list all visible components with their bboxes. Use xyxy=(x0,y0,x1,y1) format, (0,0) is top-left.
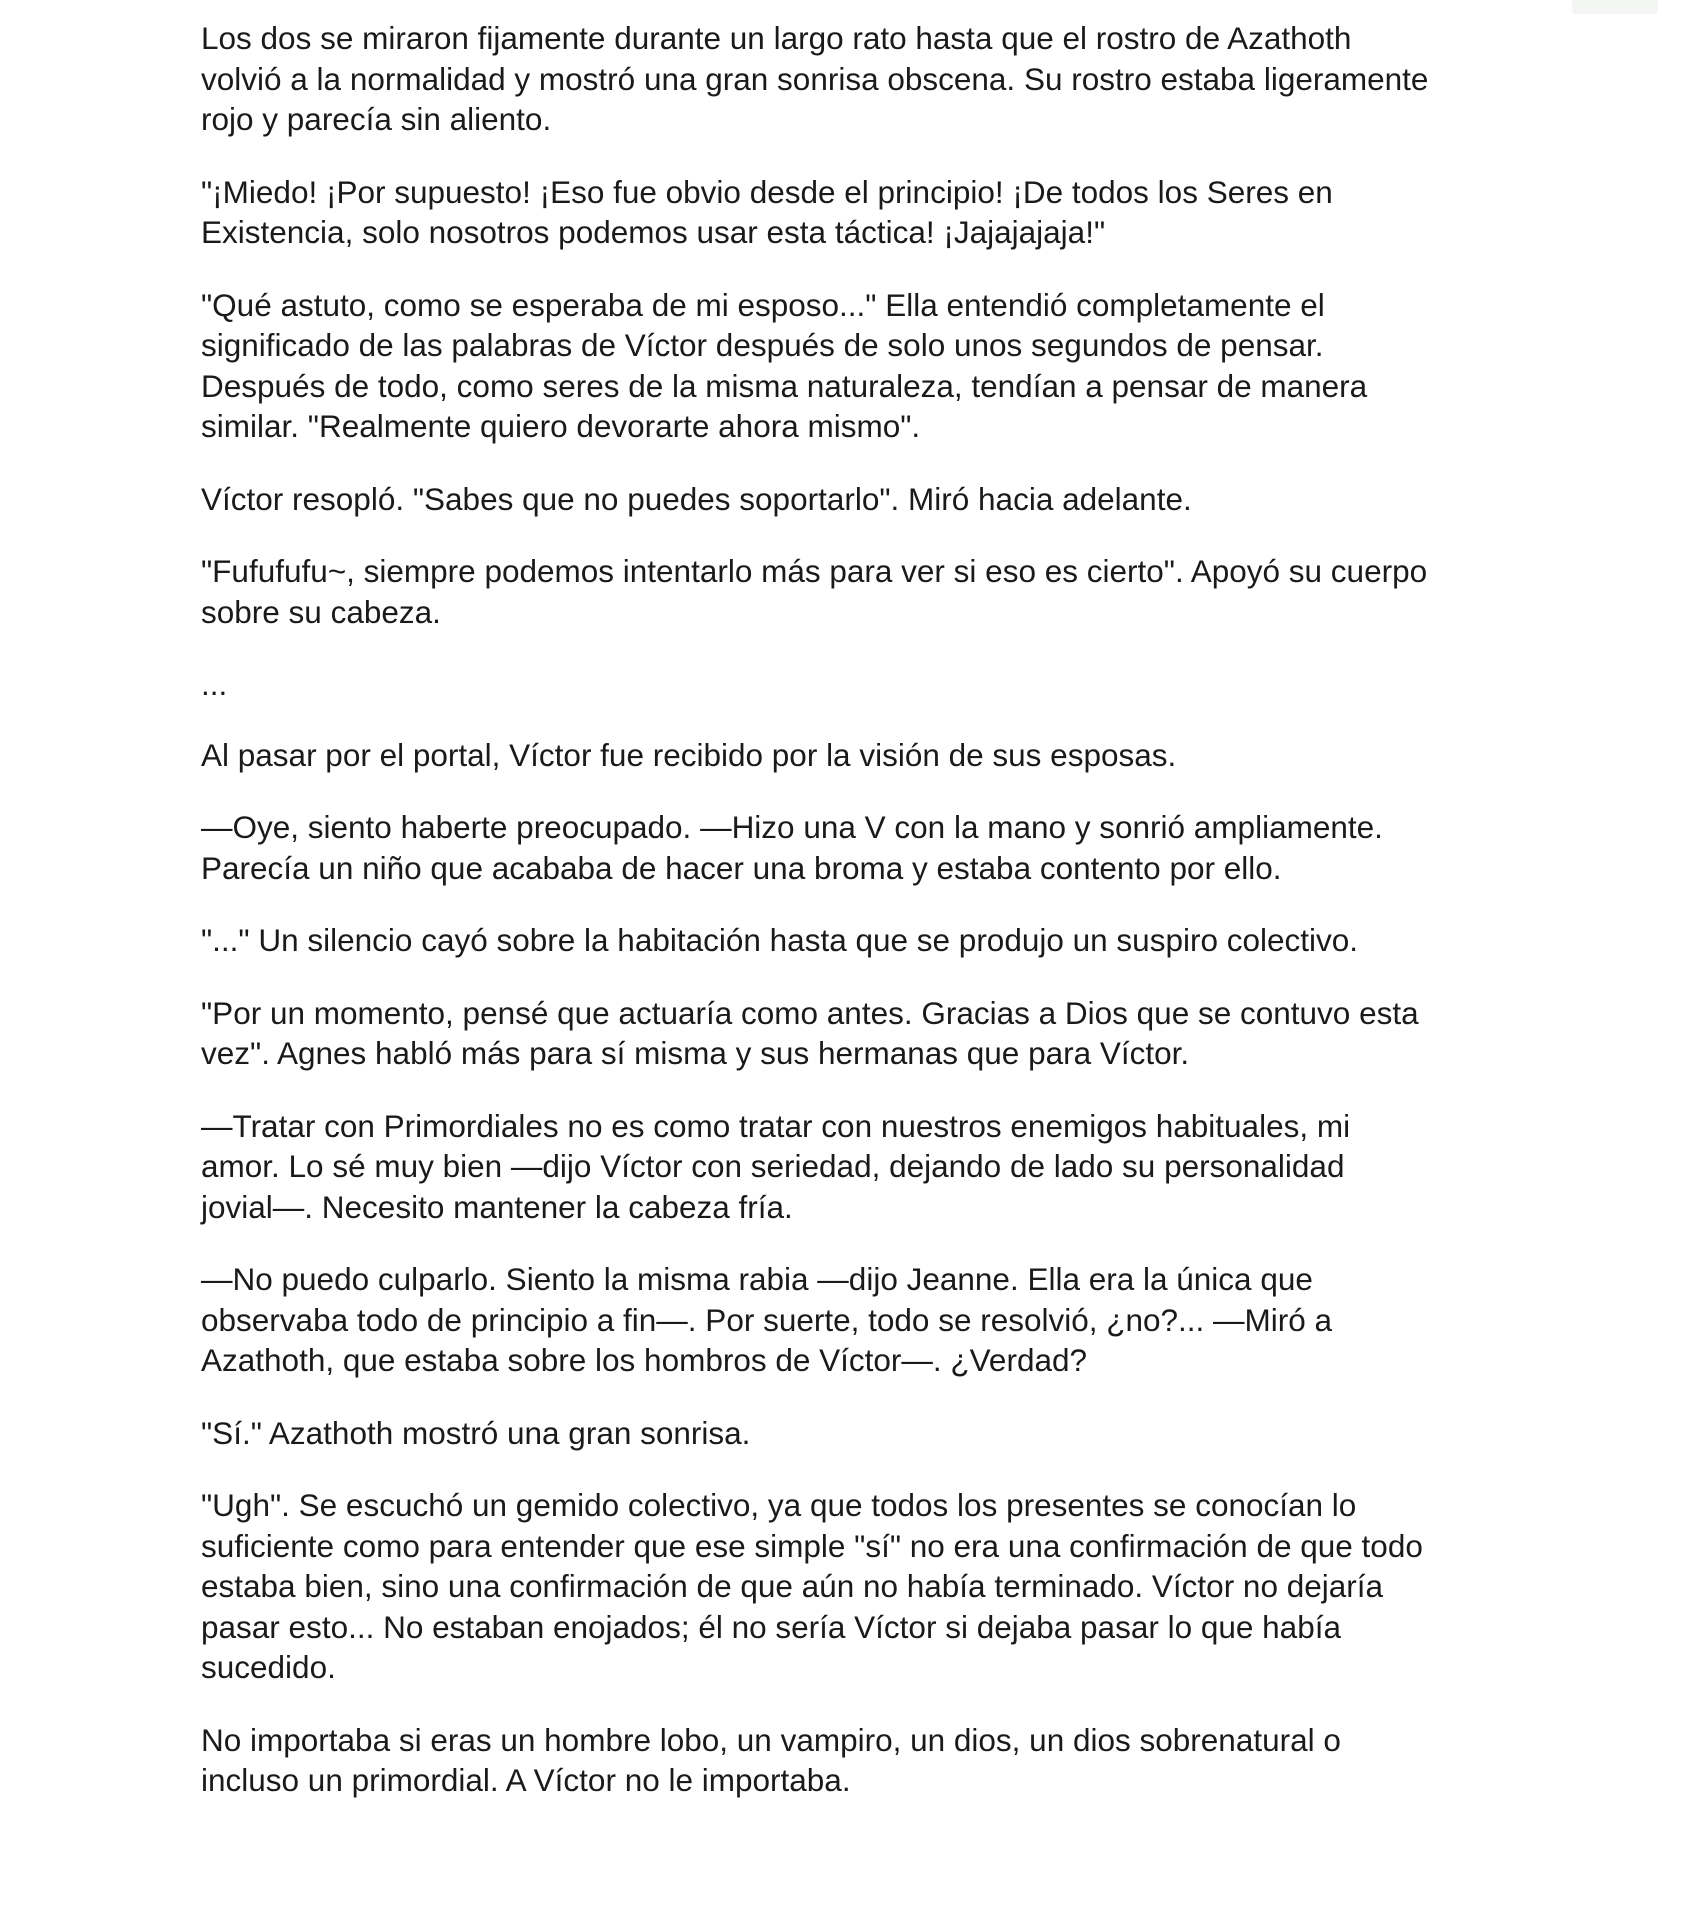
paragraph: "Fufufufu~, siempre podemos intentarlo más para ver si eso es cierto". Apoyó su cuerpo sobre su cabeza. xyxy=(201,553,1428,630)
paragraph: Víctor resopló. "Sabes que no puedes soportarlo". Miró hacia adelante. xyxy=(201,480,1192,517)
paragraph: "..." Un silencio cayó sobre la habitación hasta que se produjo un suspiro colectivo. xyxy=(201,922,1359,958)
paragraph: Al pasar por el portal, Víctor fue recibido por la visión de sus esposas. xyxy=(201,736,1177,773)
paragraph: "¡Miedo! ¡Por supuesto! ¡Eso fue obvio desde el principio! ¡De todos los Seres en Existencia, solo nosotros podemos usar esta táctica! ¡Jajajajaja!" xyxy=(201,173,1333,250)
paragraph: "Sí." Azathoth mostró una gran sonrisa. xyxy=(201,1414,751,1451)
paragraph: No importaba si eras un hombre lobo, un vampiro, un dios, un dios sobrenatural o incluso un primordial. A Víctor no le importaba. xyxy=(201,1721,1341,1798)
paragraph: "Ugh". Se escuchó un gemido colectivo, ya que todos los presentes se conocían lo suficiente como para entender que ese simple "sí" no era una confirmación de que todo estaba bien, sino una confirmación de que aún no había terminado. Víctor no dejaría pasar esto... No estaban enojados; él no sería Víctor si dejaba pasar lo que había sucedido. xyxy=(201,1487,1423,1685)
document-page xyxy=(201,18,1531,1833)
paragraph: "Qué astuto, como se esperaba de mi esposo..." Ella entendió completamente el significado de las palabras de Víctor después de solo unos segundos de pensar. Después de todo, como seres de la misma naturaleza, tendían a pensar de manera similar. "Realmente quiero devorarte ahora mismo". xyxy=(201,286,1368,444)
corner-tab xyxy=(1572,0,1658,14)
paragraph: —Oye, siento haberte preocupado. —Hizo una V con la mano y sonrió ampliamente. Parecía un niño que acababa de hacer una broma y estaba contento por ello. xyxy=(201,809,1383,886)
paragraph: —Tratar con Primordiales no es como tratar con nuestros enemigos habituales, mi amor. Lo sé muy bien —dijo Víctor con seriedad, dejando de lado su personalidad jovial—. Necesito mantener la cabeza fría. xyxy=(201,1107,1351,1225)
paragraph: —No puedo culparlo. Siento la misma rabia —dijo Jeanne. Ella era la única que observaba todo de principio a fin—. Por suerte, todo se resolvió, ¿no?... —Miró a Azathoth, que estaba sobre los hombros de Víctor—. ¿Verdad? xyxy=(201,1261,1333,1378)
paragraph: "Por un momento, pensé que actuaría como antes. Gracias a Dios que se contuvo esta vez". Agnes habló más para sí misma y sus hermanas que para Víctor. xyxy=(201,994,1419,1071)
scene-break: ... xyxy=(201,666,228,702)
paragraph: Los dos se miraron fijamente durante un largo rato hasta que el rostro de Azathoth volvió a la normalidad y mostró una gran sonrisa obscena. Su rostro estaba ligeramente rojo y parecía sin aliento. xyxy=(201,20,1429,137)
